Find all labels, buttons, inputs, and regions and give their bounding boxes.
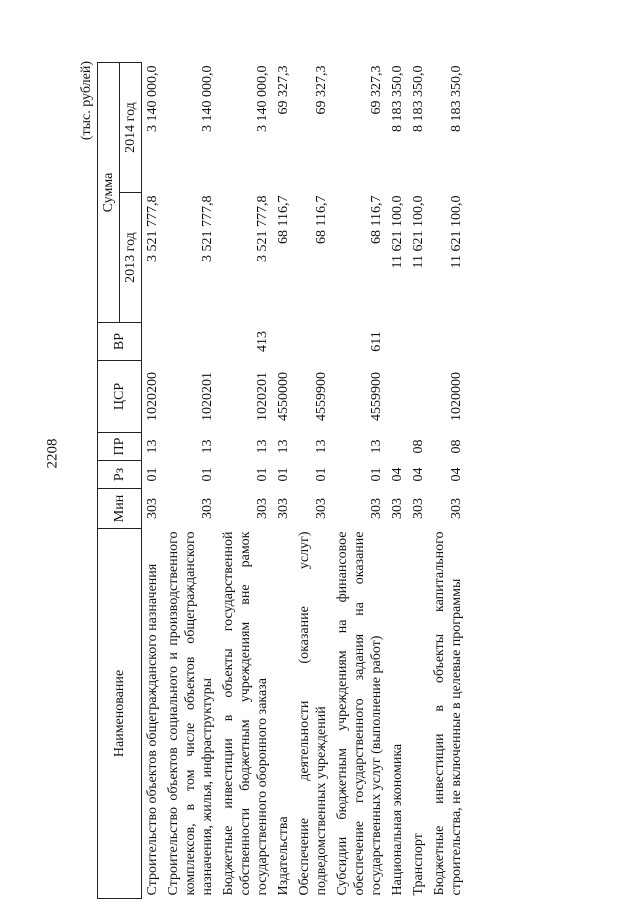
cell-y2013: 3 521 777,8	[200, 195, 215, 262]
table-row	[332, 63, 387, 899]
cell-name: Обеспечение деятельности (оказание услуг) подведомственных учреждений	[297, 531, 329, 896]
header-min: Мин	[98, 489, 142, 529]
cell-y2013: 3 521 777,8	[145, 195, 160, 262]
cell-vr: 413	[255, 331, 270, 352]
cell-rz: 01	[255, 467, 270, 482]
header-rz: Рз	[98, 461, 142, 489]
header-sum: Сумма	[98, 63, 120, 323]
cell-name: Бюджетные инвестиции в объекты капитального строительства, не включенные в целевые программы	[432, 531, 464, 896]
cell-min: 303	[411, 498, 426, 519]
cell-csr	[408, 361, 429, 433]
cell-y2013: 3 521 777,8	[255, 195, 270, 262]
cell-csr	[387, 361, 408, 433]
cell-csr: 1020200	[145, 372, 160, 421]
cell-min: 303	[145, 498, 160, 519]
cell-csr: 4550000	[276, 372, 291, 421]
cell-y2014: 8 183 350,0	[411, 65, 426, 132]
cell-pr: 08	[411, 439, 426, 454]
cell-y2014: 3 140 000,0	[200, 65, 215, 132]
table-row	[408, 63, 429, 899]
cell-name: Субсидии бюджетным учреждениям на финансовое обеспечение государственного задания на оказание государственных услуг (выполнение работ)	[335, 531, 384, 896]
cell-pr: 13	[276, 439, 291, 454]
cell-y2014: 8 183 350,0	[449, 65, 464, 132]
cell-rz: 04	[390, 467, 405, 482]
header-name: Наименование	[98, 529, 142, 899]
cell-name: Издательства	[276, 816, 291, 896]
cell-vr	[387, 323, 408, 361]
table-row	[218, 63, 273, 899]
cell-pr: 13	[200, 439, 215, 454]
cell-y2013: 68 116,7	[369, 195, 384, 244]
cell-y2014: 3 140 000,0	[255, 65, 270, 132]
cell-name: Национальная экономика	[390, 743, 405, 896]
cell-y2013: 68 116,7	[314, 195, 329, 244]
cell-pr: 13	[314, 439, 329, 454]
cell-csr: 1020000	[449, 372, 464, 421]
header-2014: 2014 год	[120, 63, 142, 193]
cell-rz: 01	[276, 467, 291, 482]
cell-name: Бюджетные инвестиции в объекты государственной собственности бюджетным учреждениям вне рамок государственного оборонного заказа	[221, 531, 270, 896]
cell-y2014: 69 327,3	[314, 65, 329, 115]
cell-name: Строительство объектов социального и производственного комплексов, в том числе объектов общегражданского назначения, жилья, инфраструктуры	[166, 531, 215, 896]
cell-rz: 01	[145, 467, 160, 482]
cell-csr: 4559900	[314, 372, 329, 421]
table-row	[429, 63, 467, 899]
cell-min: 303	[369, 498, 384, 519]
cell-csr: 4559900	[369, 372, 384, 421]
cell-pr: 13	[369, 439, 384, 454]
cell-rz: 01	[314, 467, 329, 482]
cell-pr: 08	[449, 439, 464, 454]
table-row	[387, 63, 408, 899]
page-number: 2208	[44, 438, 61, 469]
cell-y2013: 11 621 100,0	[449, 195, 464, 269]
cell-pr: 13	[145, 439, 160, 454]
table-row	[273, 63, 294, 899]
cell-csr: 1020201	[200, 372, 215, 421]
cell-vr	[408, 323, 429, 361]
table-row	[142, 63, 164, 899]
cell-pr: 13	[255, 439, 270, 454]
cell-pr	[387, 433, 408, 461]
cell-rz: 01	[200, 467, 215, 482]
cell-y2014: 69 327,3	[369, 65, 384, 115]
cell-min: 303	[449, 498, 464, 519]
cell-min: 303	[314, 498, 329, 519]
header-csr: ЦСР	[98, 361, 142, 433]
cell-y2013: 68 116,7	[276, 195, 291, 244]
cell-min: 303	[390, 498, 405, 519]
cell-y2013: 11 621 100,0	[390, 195, 405, 269]
header-2013: 2013 год	[120, 193, 142, 323]
table-row	[163, 63, 218, 899]
units-note: (тыс. рублей)	[79, 61, 94, 141]
rotated-document	[75, 55, 565, 905]
cell-vr	[142, 323, 164, 361]
cell-rz: 04	[449, 467, 464, 482]
cell-y2014: 8 183 350,0	[390, 65, 405, 132]
cell-vr	[273, 323, 294, 361]
cell-vr: 611	[369, 331, 384, 352]
header-vr: ВР	[98, 323, 142, 361]
cell-csr: 1020201	[255, 372, 270, 421]
table-row	[294, 63, 332, 899]
cell-name: Строительство объектов общегражданского назначения	[145, 563, 160, 896]
cell-vr	[429, 323, 467, 361]
cell-vr	[294, 323, 332, 361]
header-row	[98, 63, 120, 899]
budget-table	[97, 62, 467, 899]
cell-y2013: 11 621 100,0	[411, 195, 426, 269]
cell-min: 303	[255, 498, 270, 519]
cell-min: 303	[200, 498, 215, 519]
table-body	[142, 63, 468, 899]
cell-rz: 01	[369, 467, 384, 482]
header-pr: ПР	[98, 433, 142, 461]
cell-name: Транспорт	[411, 833, 426, 896]
cell-y2014: 69 327,3	[276, 65, 291, 115]
cell-min: 303	[276, 498, 291, 519]
cell-rz: 04	[411, 467, 426, 482]
cell-vr	[163, 323, 218, 361]
cell-y2014: 3 140 000,0	[145, 65, 160, 132]
